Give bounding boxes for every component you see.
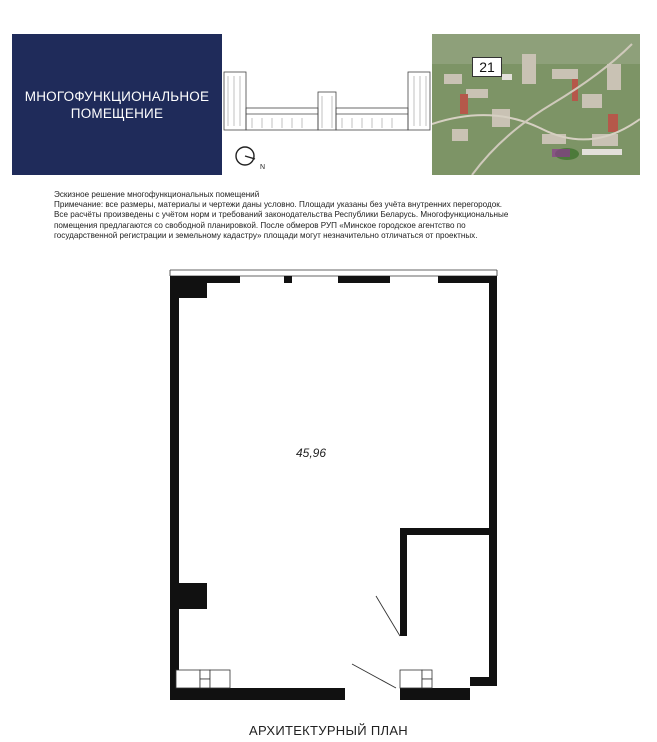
key-plan-image — [222, 66, 432, 136]
notes-block — [54, 190, 614, 241]
note-line: помещения предлагаются со свободной планировкой. После обмеров РУП «Минское городское агентство по — [54, 220, 466, 230]
room-area-label: 45,96 — [296, 446, 327, 460]
title-box — [12, 34, 222, 175]
building-number-badge: 21 — [472, 57, 502, 77]
plan-caption: АРХИТЕКТУРНЫЙ ПЛАН — [248, 723, 408, 738]
compass-icon — [234, 145, 274, 171]
compass-label: N — [260, 164, 266, 171]
note-line: государственной регистрации и земельному кадастру» площади могут незначительно отличаться от проектных. — [54, 230, 478, 240]
note-line: Эскизное решение многофункциональных помещений — [54, 190, 260, 199]
door-swing — [352, 596, 400, 688]
aerial-photo-image — [432, 34, 640, 175]
window-strip — [170, 270, 497, 276]
note-line: Примечание: все размеры, материалы и чертежи даны условно. Площади указаны без учёта внутренних перегородок. — [54, 200, 502, 210]
title-line-2: ПОМЕЩЕНИЕ — [70, 105, 164, 121]
aerial-photo — [432, 34, 640, 175]
fixtures — [176, 670, 432, 688]
walls — [170, 276, 497, 700]
note-line: Все расчёты произведены с учётом норм и требований законодательства Республики Беларусь. Многофункциональные — [54, 210, 509, 220]
title-line-1: МНОГОФУНКЦИОНАЛЬНОЕ — [24, 88, 210, 104]
